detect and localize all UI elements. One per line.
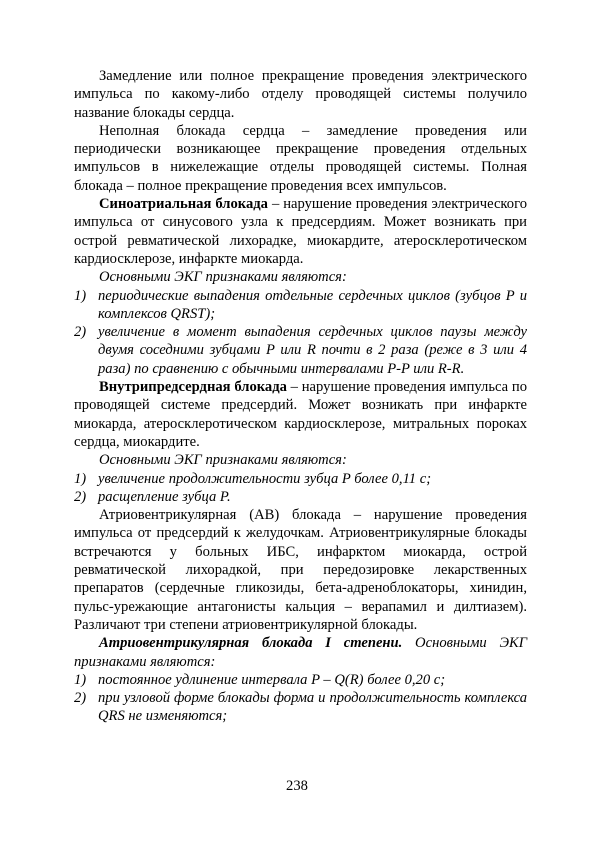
list-item	[74, 689, 527, 726]
list-number: 1)	[74, 671, 87, 688]
list-item	[74, 488, 527, 506]
list-number: 1)	[74, 287, 87, 304]
sa-block-definition: – нарушение проведения электрического импульса от синусового узла к предсердиям. Может возникать при острой ревматической лихорадке, миокардите, атеросклеротическом кардиосклерозе, инфаркте миокарда.	[74, 196, 527, 267]
term-av-first-degree: Атриовентрикулярная блокада I степени.	[99, 635, 403, 652]
term-intraatrial-block: Внутрипредсердная блокада	[99, 379, 287, 396]
paragraph-av-block: Атриовентрикулярная (АВ) блокада – нарушение проведения импульса от предсердий к желудочкам. Атриовентрикулярные блокады встречаются у больных ИБС, инфарктом миокарда, острой ревматической лихорадкой, при передозировке лекарственных препаратов (сердечные гликозиды, бета-адреноблокаторы, хинидин, пульс-урежающие антагонисты кальция – верапамил и дилтиазем). Различают три степени атриовентрикулярной блокады.	[74, 507, 527, 633]
intraatrial-block-definition: – нарушение проведения импульса по проводящей системе предсердий. Может возникать при инфаркте миокарда, атеросклеротическом кардиосклерозе, митральных пороках сердца, миокардите.	[74, 379, 527, 450]
av-first-signs-heading: Основными ЭКГ признаками являются:	[74, 635, 527, 670]
list-text: при узловой форме блокады форма и продолжительность комплекса QRS не изменяются;	[98, 690, 527, 725]
paragraph-incomplete-block: Неполная блокада сердца – замедление проведения или периодически возникающее прекращение проведения отдельных импульсов в нижележащие отделы проводящей системы. Полная блокада – полное прекращение проведения всех импульсов.	[74, 122, 527, 194]
intraatrial-signs-heading: Основными ЭКГ признаками являются:	[99, 452, 347, 469]
list-item	[74, 671, 527, 689]
paragraph-sa-block	[74, 195, 527, 268]
term-sa-block: Синоатриальная блокада	[99, 196, 268, 213]
list-text: расщепление зубца P.	[98, 488, 231, 505]
list-item	[74, 287, 527, 324]
list-number: 2)	[74, 488, 87, 505]
paragraph-intraatrial-block	[74, 378, 527, 451]
list-item	[74, 470, 527, 488]
page-body	[74, 67, 527, 726]
list-text: увеличение продолжительности зубца P более 0,11 с;	[98, 470, 432, 487]
list-text: увеличение в момент выпадения сердечных циклов паузы между двумя соседними зубцами P или R почти в 2 раза (реже в 3 или 4 раза) по сравнению с обычными интервалами P-P или R-R.	[98, 324, 527, 377]
list-text: постоянное удлинение интервала P – Q(R) более 0,20 с;	[98, 671, 446, 688]
list-text: периодические выпадения отдельные сердечных циклов (зубцов P и комплексов QRST);	[98, 287, 527, 322]
sa-block-signs-heading: Основными ЭКГ признаками являются:	[99, 269, 347, 286]
list-number: 2)	[74, 324, 87, 341]
list-item	[74, 323, 527, 378]
list-number: 2)	[74, 690, 87, 707]
paragraph-heart-block-definition: Замедление или полное прекращение проведения электрического импульса по какому-либо отделу проводящей системы получило название блокады сердца.	[74, 68, 527, 121]
page-number: 238	[286, 778, 308, 794]
paragraph-av-block-first-degree	[74, 634, 527, 671]
list-number: 1)	[74, 470, 87, 487]
